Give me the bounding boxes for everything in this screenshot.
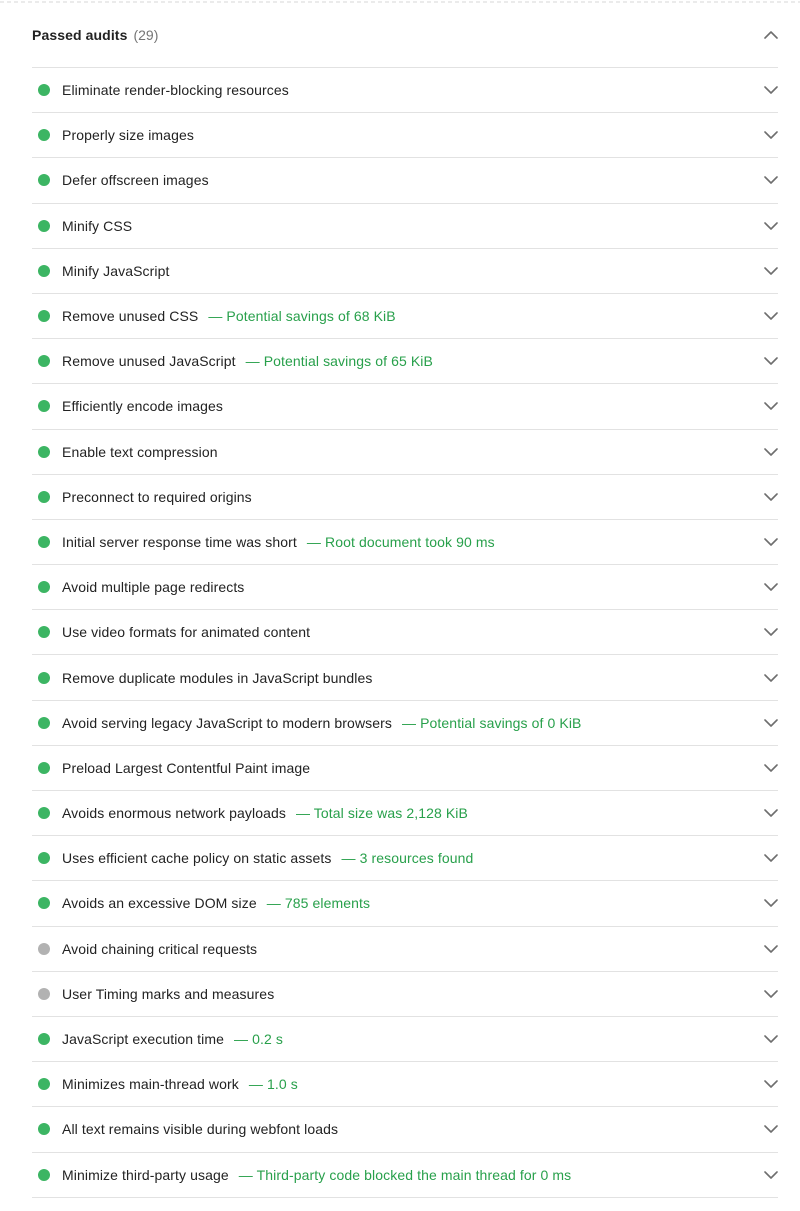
pass-icon (38, 265, 50, 277)
audit-row[interactable] (32, 972, 778, 1017)
pass-icon (38, 446, 50, 458)
chevron-down-icon (764, 809, 778, 817)
pass-icon (38, 717, 50, 729)
informative-icon (38, 943, 50, 955)
audit-row[interactable] (32, 158, 778, 203)
audit-row[interactable] (32, 204, 778, 249)
audit-row[interactable] (32, 1017, 778, 1062)
audit-detail: — 3 resources found (341, 850, 474, 867)
audit-detail: — Potential savings of 68 KiB (208, 308, 396, 325)
audit-row[interactable] (32, 430, 778, 475)
chevron-down-icon (764, 1125, 778, 1133)
chevron-down-icon (764, 719, 778, 727)
pass-icon (38, 1169, 50, 1181)
audit-detail: — 1.0 s (248, 1076, 298, 1093)
audit-title: Efficiently encode images (62, 398, 223, 415)
chevron-down-icon (764, 1080, 778, 1088)
audit-row[interactable] (32, 881, 778, 926)
audit-title: Avoid serving legacy JavaScript to modern browsers (62, 714, 393, 731)
audit-title: Remove duplicate modules in JavaScript bundles (62, 669, 373, 686)
audit-title: Eliminate render-blocking resources (62, 82, 289, 99)
audit-title: Avoid multiple page redirects (62, 579, 245, 596)
chevron-down-icon (764, 267, 778, 275)
audit-list (0, 68, 800, 1198)
chevron-down-icon (764, 312, 778, 320)
audit-row[interactable] (32, 565, 778, 610)
chevron-down-icon (764, 131, 778, 139)
audit-title: Minify CSS (62, 217, 133, 234)
chevron-down-icon (764, 176, 778, 184)
pass-icon (38, 807, 50, 819)
audit-row[interactable] (32, 475, 778, 520)
pass-icon (38, 672, 50, 684)
audit-title: Minimize third-party usage (62, 1166, 229, 1183)
audit-row[interactable] (32, 1107, 778, 1152)
chevron-down-icon (764, 448, 778, 456)
pass-icon (38, 129, 50, 141)
audit-row[interactable] (32, 836, 778, 881)
audit-row[interactable] (32, 610, 778, 655)
pass-icon (38, 220, 50, 232)
audit-title: Remove unused JavaScript (62, 353, 236, 370)
chevron-down-icon (764, 222, 778, 230)
audit-title: Use video formats for animated content (62, 624, 311, 641)
audit-title: Avoid chaining critical requests (62, 940, 258, 957)
audit-title: Preload Largest Contentful Paint image (62, 759, 311, 776)
audit-detail: — Root document took 90 ms (306, 533, 495, 550)
audit-row[interactable] (32, 294, 778, 339)
audit-row[interactable] (32, 68, 778, 113)
chevron-up-icon (764, 31, 778, 39)
audit-title: Properly size images (62, 127, 194, 144)
pass-icon (38, 897, 50, 909)
pass-icon (38, 536, 50, 548)
audit-row[interactable] (32, 746, 778, 791)
audit-title: Preconnect to required origins (62, 488, 252, 505)
pass-icon (38, 174, 50, 186)
audit-detail: — Potential savings of 0 KiB (402, 714, 582, 731)
audit-detail: — 785 elements (266, 895, 371, 912)
pass-icon (38, 310, 50, 322)
audit-title: Defer offscreen images (62, 172, 209, 189)
chevron-down-icon (764, 854, 778, 862)
pass-icon (38, 762, 50, 774)
chevron-down-icon (764, 674, 778, 682)
chevron-down-icon (764, 493, 778, 501)
audit-row[interactable] (32, 1062, 778, 1107)
audit-title: JavaScript execution time (62, 1031, 225, 1048)
audit-title: All text remains visible during webfont loads (62, 1121, 339, 1138)
audit-detail: — Third-party code blocked the main thread for 0 ms (238, 1166, 572, 1183)
chevron-down-icon (764, 764, 778, 772)
pass-icon (38, 581, 50, 593)
chevron-down-icon (764, 628, 778, 636)
chevron-down-icon (764, 583, 778, 591)
chevron-down-icon (764, 402, 778, 410)
audit-detail: — Total size was 2,128 KiB (295, 805, 468, 822)
pass-icon (38, 1033, 50, 1045)
chevron-down-icon (764, 1035, 778, 1043)
chevron-down-icon (764, 899, 778, 907)
audit-title: Avoids an excessive DOM size (62, 895, 257, 912)
clump-title: Passed audits (32, 27, 128, 43)
pass-icon (38, 84, 50, 96)
audit-row[interactable] (32, 384, 778, 429)
pass-icon (38, 626, 50, 638)
audit-title: User Timing marks and measures (62, 985, 275, 1002)
pass-icon (38, 355, 50, 367)
pass-icon (38, 400, 50, 412)
chevron-down-icon (764, 86, 778, 94)
audit-row[interactable] (32, 1153, 778, 1198)
clump-count: (29) (133, 27, 159, 43)
audit-title: Avoids enormous network payloads (62, 805, 286, 822)
pass-icon (38, 1078, 50, 1090)
pass-icon (38, 852, 50, 864)
audit-row[interactable] (32, 339, 778, 384)
pass-icon (38, 1123, 50, 1135)
audit-row[interactable] (32, 655, 778, 700)
chevron-down-icon (764, 990, 778, 998)
audit-row[interactable] (32, 791, 778, 836)
informative-icon (38, 988, 50, 1000)
chevron-down-icon (764, 538, 778, 546)
audit-row[interactable] (32, 927, 778, 972)
audit-title: Enable text compression (62, 443, 218, 460)
pass-icon (38, 491, 50, 503)
audit-detail: — 0.2 s (234, 1031, 283, 1048)
audit-title: Minimizes main-thread work (62, 1076, 239, 1093)
passed-audits-header[interactable] (32, 3, 778, 68)
chevron-down-icon (764, 945, 778, 953)
audit-row[interactable] (32, 113, 778, 158)
audit-detail: — Potential savings of 65 KiB (245, 353, 433, 370)
audit-title: Remove unused CSS (62, 308, 199, 325)
audit-row[interactable] (32, 520, 778, 565)
audit-title: Minify JavaScript (62, 262, 170, 279)
audit-row[interactable] (32, 249, 778, 294)
audit-title: Initial server response time was short (62, 533, 297, 550)
chevron-down-icon (764, 1171, 778, 1179)
chevron-down-icon (764, 357, 778, 365)
passed-audits-section (0, 1, 800, 1211)
audit-row[interactable] (32, 701, 778, 746)
audit-title: Uses efficient cache policy on static assets (62, 850, 332, 867)
